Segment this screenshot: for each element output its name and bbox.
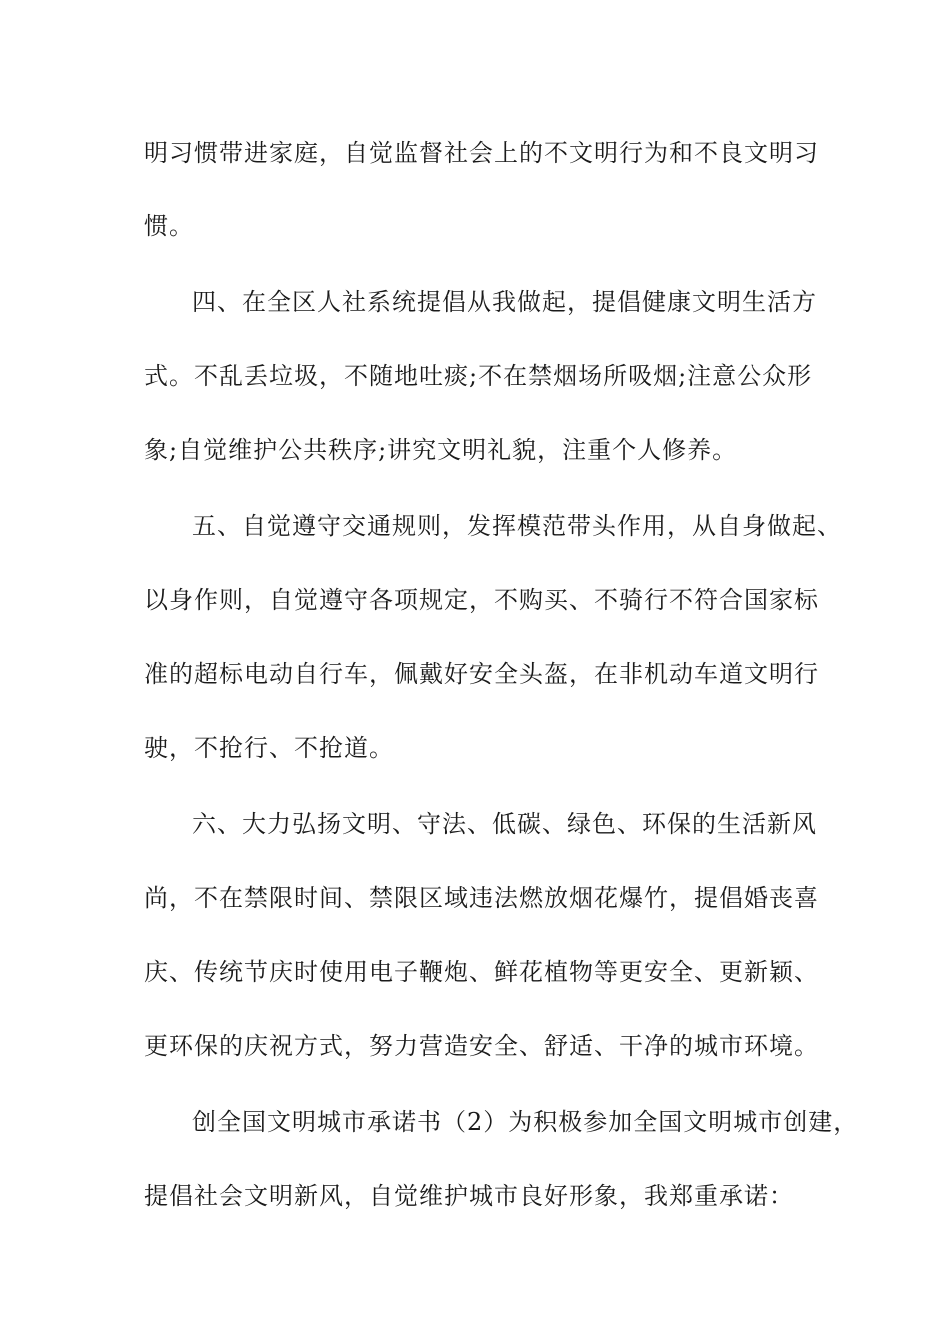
- text-line: 提倡社会文明新风，自觉维护城市良好形象，我郑重承诺：: [144, 1182, 794, 1210]
- text-line: 准的超标电动自行车，佩戴好安全头盔，在非机动车道文明行: [144, 660, 819, 688]
- text-line: 惯。: [144, 212, 194, 240]
- text-line: 式。不乱丢垃圾，不随地吐痰;不在禁烟场所吸烟;注意公众形: [144, 362, 813, 390]
- text-line: 象;自觉维护公共秩序;讲究文明礼貌，注重个人修养。: [144, 436, 738, 464]
- text-line: 明习惯带进家庭，自觉监督社会上的不文明行为和不良文明习: [144, 139, 819, 167]
- paragraph-start-line: 五、自觉遵守交通规则，发挥模范带头作用，从自身做起、: [192, 512, 842, 540]
- paragraph-start-line: 四、在全区人社系统提倡从我做起，提倡健康文明生活方: [192, 288, 817, 316]
- text-line: 驶，不抢行、不抢道。: [144, 734, 394, 762]
- paragraph-start-line: 六、大力弘扬文明、守法、低碳、绿色、环保的生活新风: [192, 810, 817, 838]
- text-line: 庆、传统节庆时使用电子鞭炮、鲜花植物等更安全、更新颖、: [144, 958, 819, 986]
- text-line: 尚，不在禁限时间、禁限区域违法燃放烟花爆竹，提倡婚丧喜: [144, 884, 819, 912]
- text-line: 更环保的庆祝方式，努力营造安全、舒适、干净的城市环境。: [144, 1032, 819, 1060]
- paragraph-start-line: 创全国文明城市承诺书（2）为积极参加全国文明城市创建，: [192, 1108, 859, 1136]
- text-line: 以身作则，自觉遵守各项规定，不购买、不骑行不符合国家标: [144, 586, 819, 614]
